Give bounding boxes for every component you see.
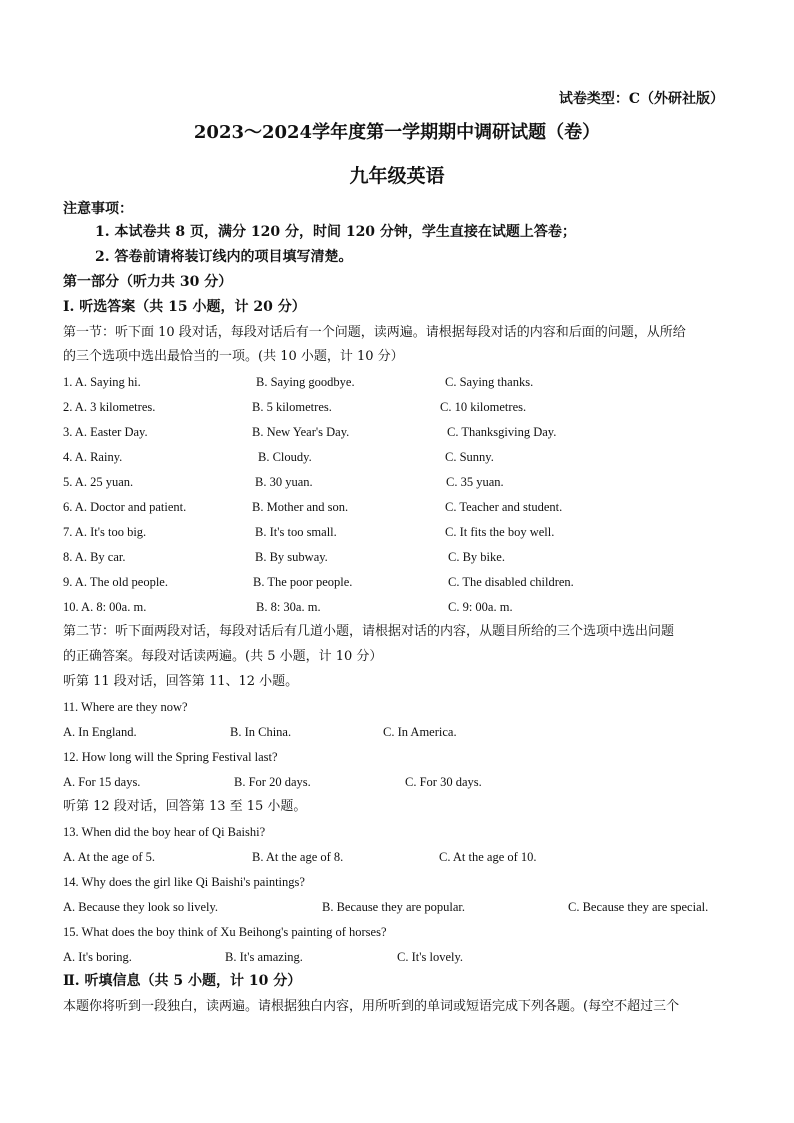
question-14: 14. Why does the girl like Qi Baishi's paintings?	[63, 875, 305, 889]
option-b: B. Cloudy.	[258, 450, 312, 464]
option-c: C. For 30 days.	[405, 775, 482, 789]
option-c: C. 35 yuan.	[446, 475, 504, 489]
option-a: 4. A. Rainy.	[63, 450, 123, 464]
option-a: 8. A. By car.	[63, 550, 126, 564]
question-12: 12. How long will the Spring Festival last?	[63, 750, 278, 764]
section1-instruction-line2: 的三个选项中选出最恰当的一项。(共 10 小题，计 10 分）	[63, 349, 404, 364]
section1-part2-instruction-line2: 的正确答案。每段对话读两遍。(共 5 小题，计 10 分）	[63, 649, 383, 664]
paper-type: 试卷类型：C（外研社版）	[558, 91, 724, 107]
option-c: C. It fits the boy well.	[445, 525, 555, 539]
option-a: 9. A. The old people.	[63, 575, 168, 589]
option-b: B. By subway.	[255, 550, 328, 564]
option-a: A. In England.	[63, 725, 137, 739]
dialog-12-instruction: 听第 12 段对话，回答第 13 至 15 小题。	[63, 799, 307, 814]
option-b: B. At the age of 8.	[252, 850, 344, 864]
section1-part2-instruction-line1: 第二节：听下面两段对话，每段对话后有几道小题，请根据对话的内容，从题目所给的三个选项中选出问题	[63, 624, 675, 639]
option-b: B. 8: 30a. m.	[256, 600, 321, 614]
option-c: C. It's lovely.	[397, 950, 464, 964]
exam-subtitle: 九年级英语	[349, 165, 445, 187]
option-a: 3. A. Easter Day.	[63, 425, 148, 439]
option-b: B. 5 kilometres.	[252, 400, 332, 414]
option-a: 5. A. 25 yuan.	[63, 475, 134, 489]
option-b: B. It's too small.	[255, 525, 337, 539]
notice-heading: 注意事项：	[63, 201, 133, 217]
option-b: B. It's amazing.	[225, 950, 303, 964]
option-b: B. For 20 days.	[234, 775, 311, 789]
part1-heading: 第一部分（听力共 30 分）	[63, 274, 233, 290]
option-c: C. Thanksgiving Day.	[447, 425, 557, 439]
exam-title: 2023～2024学年度第一学期期中调研试题（卷）	[193, 122, 601, 143]
option-b: B. 30 yuan.	[255, 475, 313, 489]
section2-instruction: 本题你将听到一段独白，读两遍。请根据独白内容，用所听到的单词或短语完成下列各题。(每空不超过三个	[63, 999, 680, 1014]
option-a: A. It's boring.	[63, 950, 132, 964]
option-b: B. Mother and son.	[252, 500, 349, 514]
option-b: B. In China.	[230, 725, 292, 739]
option-c: C. Saying thanks.	[445, 375, 534, 389]
option-c: C. The disabled children.	[448, 575, 574, 589]
option-b: B. Because they are popular.	[322, 900, 466, 914]
option-c: C. By bike.	[448, 550, 505, 564]
option-c: C. 9: 00a. m.	[448, 600, 513, 614]
option-a: A. Because they look so lively.	[63, 900, 219, 914]
option-a: 2. A. 3 kilometres.	[63, 400, 156, 414]
option-c: C. Sunny.	[445, 450, 494, 464]
option-a: 10. A. 8: 00a. m.	[63, 600, 147, 614]
section1-instruction-line1: 第一节：听下面 10 段对话，每段对话后有一个问题，读两遍。请根据每段对话的内容和后面的问题，从所给	[63, 325, 686, 340]
option-a: 6. A. Doctor and patient.	[63, 500, 187, 514]
option-b: B. New Year's Day.	[252, 425, 350, 439]
option-a: A. For 15 days.	[63, 775, 141, 789]
question-11: 11. Where are they now?	[63, 700, 188, 714]
option-c: C. At the age of 10.	[439, 850, 537, 864]
section2-heading: Ⅱ. 听填信息（共 5 小题，计 10 分）	[63, 973, 302, 989]
notice-item-1: 1. 本试卷共 8 页，满分 120 分，时间 120 分钟，学生直接在试题上答卷；	[95, 224, 576, 240]
option-a: A. At the age of 5.	[63, 850, 155, 864]
question-15: 15. What does the boy think of Xu Beihong's painting of horses?	[63, 925, 387, 939]
section1-heading: I. 听选答案（共 15 小题，计 20 分）	[63, 299, 306, 315]
option-a: 7. A. It's too big.	[63, 525, 147, 539]
option-c: C. In America.	[383, 725, 457, 739]
option-b: B. Saying goodbye.	[256, 375, 355, 389]
dialog-11-instruction: 听第 11 段对话，回答第 11、12 小题。	[63, 674, 299, 689]
option-c: C. 10 kilometres.	[440, 400, 527, 414]
option-c: C. Because they are special.	[568, 900, 709, 914]
question-13: 13. When did the boy hear of Qi Baishi?	[63, 825, 266, 839]
notice-item-2: 2. 答卷前请将装订线内的项目填写清楚。	[95, 249, 353, 265]
option-b: B. The poor people.	[253, 575, 353, 589]
option-a: 1. A. Saying hi.	[63, 375, 141, 389]
option-c: C. Teacher and student.	[445, 500, 563, 514]
